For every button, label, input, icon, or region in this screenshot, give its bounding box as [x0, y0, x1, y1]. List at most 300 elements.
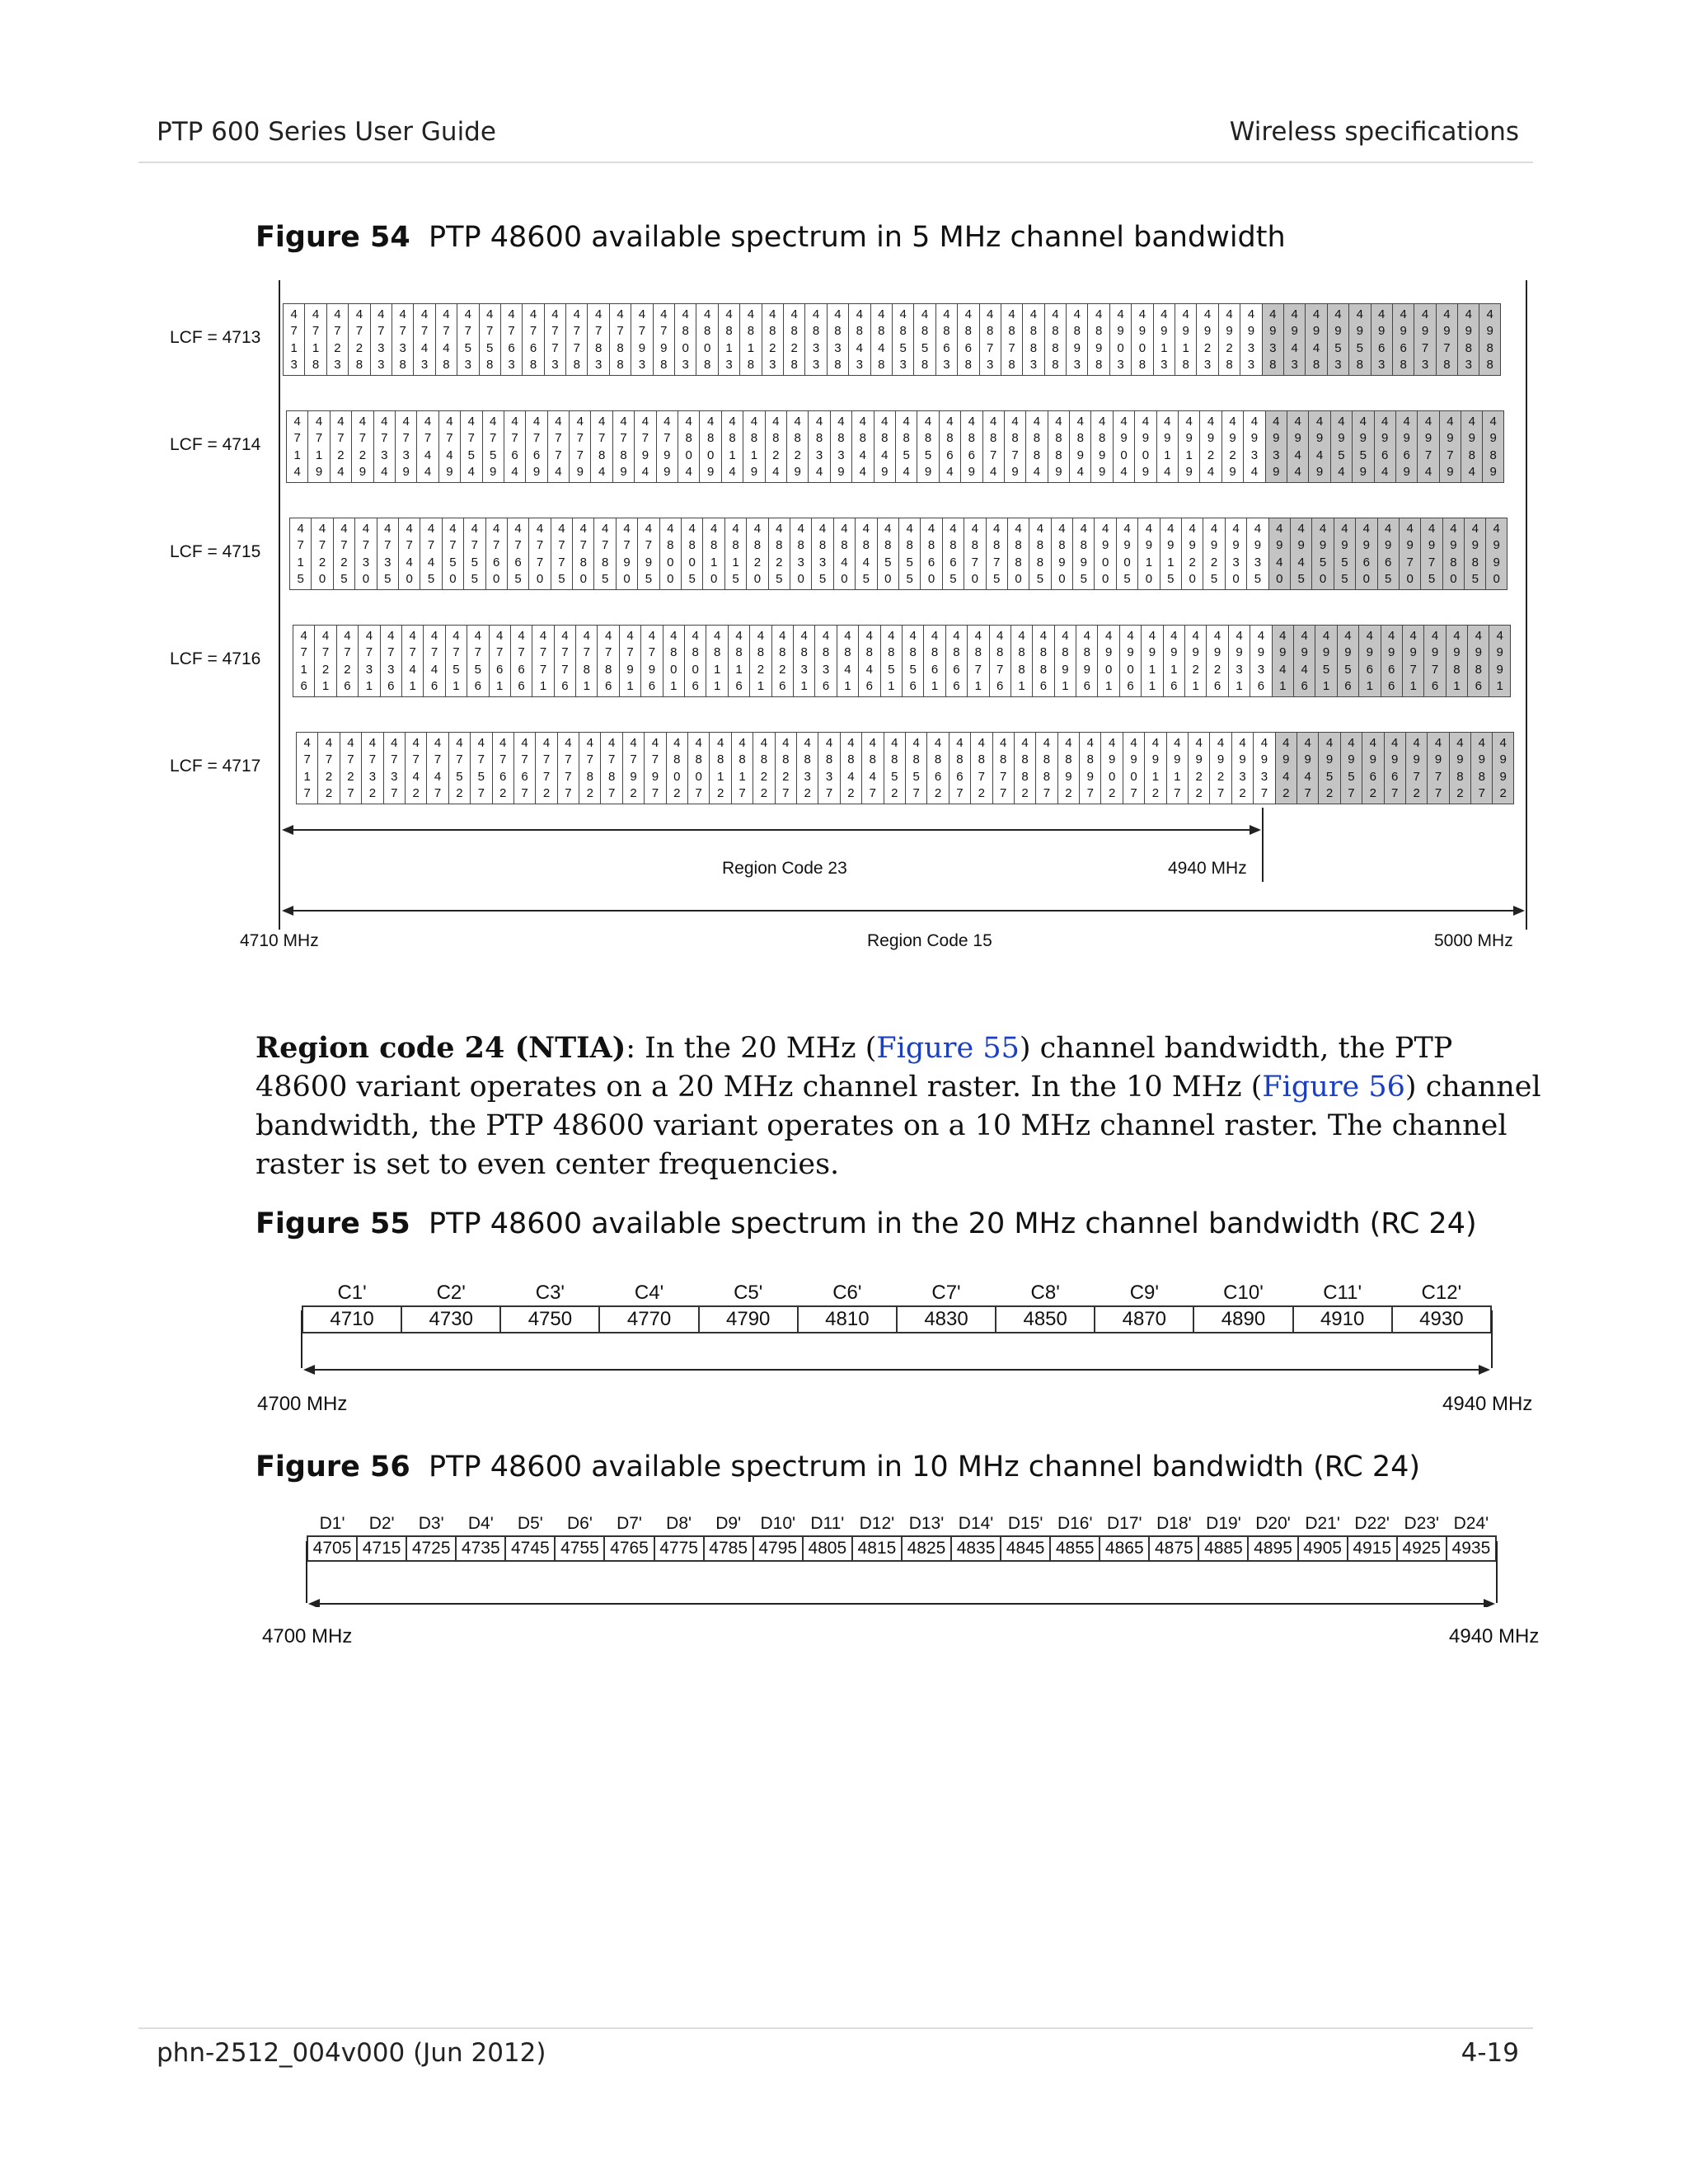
channel-digit: 8 — [729, 431, 736, 446]
channel-digit: 7 — [452, 645, 460, 660]
channel-digit: 7 — [561, 645, 569, 660]
channel-digit: 8 — [1043, 769, 1051, 784]
channel-digit: 7 — [782, 786, 790, 801]
channel-digit: 3 — [1273, 448, 1280, 462]
channel-digit: 4 — [446, 414, 453, 429]
channel-digit: 9 — [1499, 769, 1507, 784]
channel-digit: 9 — [1443, 324, 1451, 339]
channel-digit: 0 — [1362, 572, 1370, 587]
channel-digit: 7 — [1421, 340, 1429, 355]
channel-digit: 6 — [300, 679, 307, 694]
channel-digit: 7 — [368, 752, 377, 767]
channel-digit: 4 — [747, 307, 755, 321]
channel-digit: 6 — [909, 679, 917, 694]
channel-digit: 4 — [312, 307, 320, 321]
channel-digit: 4 — [604, 628, 612, 643]
channel-digit: 8 — [750, 431, 758, 446]
channel-digit: 9 — [1104, 645, 1113, 660]
channel-digit: 7 — [387, 645, 395, 660]
paragraph-text-1: : In the 20 MHz ( — [626, 1032, 877, 1065]
channel-name: C11' — [1323, 1282, 1362, 1304]
channel-digit: 7 — [427, 538, 435, 553]
channel-digit: 2 — [1456, 786, 1464, 801]
channel-digit: 7 — [529, 324, 537, 339]
channel-digit: 4 — [1312, 340, 1320, 355]
channel-digit: 3 — [1247, 358, 1255, 373]
channel-digit: 3 — [391, 769, 398, 784]
channel-digit: 7 — [638, 324, 646, 339]
channel-digit: 8 — [1055, 448, 1062, 462]
channel-digit: 7 — [290, 324, 298, 339]
channel-name: D11' — [810, 1514, 845, 1533]
channel-digit: 6 — [1362, 555, 1370, 569]
channel-digit: 5 — [645, 572, 653, 587]
channel-digit: 5 — [1385, 572, 1392, 587]
channel-frequency: 4850 — [996, 1306, 1095, 1333]
channel-digit: 0 — [1101, 555, 1109, 569]
channel-digit: 8 — [1400, 358, 1407, 373]
channel-digit: 8 — [757, 645, 765, 660]
channel-digit: 7 — [558, 555, 565, 569]
channel-digit: 9 — [1108, 752, 1116, 767]
channel-digit: 7 — [594, 324, 603, 339]
channel-digit: 4 — [430, 662, 438, 677]
channel-digit: 4 — [1304, 735, 1311, 750]
channel-digit: 8 — [617, 358, 624, 373]
channel-digit: 8 — [943, 324, 950, 339]
channel-frequency: 4790 — [699, 1306, 798, 1333]
channel-digit: 7 — [974, 662, 982, 677]
channel-digit: 7 — [474, 645, 481, 660]
channel-digit: 8 — [753, 538, 762, 553]
channel-name: D2' — [368, 1514, 395, 1533]
channel-digit: 7 — [391, 786, 398, 801]
channel-digit: 6 — [996, 679, 1004, 694]
channel-digit: 8 — [844, 645, 851, 660]
channel-digit: 9 — [1496, 662, 1503, 677]
channel-digit: 2 — [760, 786, 768, 801]
channel-digit: 2 — [542, 786, 551, 801]
channel-digit: 4 — [1366, 628, 1373, 643]
channel-digit: 2 — [586, 786, 593, 801]
channel-digit: 4 — [1315, 414, 1324, 429]
channel-digit: 0 — [695, 769, 702, 784]
channel-digit: 8 — [579, 555, 587, 569]
channel-digit: 9 — [1304, 752, 1311, 767]
channel-digit: 0 — [1232, 572, 1240, 587]
channel-digit: 9 — [1356, 324, 1363, 339]
channel-digit: 9 — [1138, 324, 1146, 339]
channel-digit: 5 — [474, 662, 481, 677]
channel-digit: 8 — [732, 538, 739, 553]
channel-digit: 9 — [1098, 465, 1106, 480]
channel-digit: 8 — [812, 324, 820, 339]
channel-digit: 4 — [695, 735, 702, 750]
channel-digit: 7 — [956, 786, 964, 801]
channel-digit: 4 — [490, 414, 497, 429]
figure-55-span-arrow — [288, 1310, 1508, 1376]
channel-digit: 7 — [869, 786, 877, 801]
channel-digit: 4 — [1076, 465, 1084, 480]
channel-digit: 4 — [529, 307, 537, 321]
channel-digit: 7 — [579, 538, 587, 553]
channel-digit: 4 — [297, 521, 304, 536]
channel-digit: 4 — [710, 521, 718, 536]
channel-digit: 5 — [888, 662, 895, 677]
channel-digit: 7 — [695, 786, 702, 801]
channel-digit: 1 — [297, 555, 304, 569]
channel-digit: 8 — [583, 662, 590, 677]
channel-digit: 2 — [753, 555, 762, 569]
channel-digit: 8 — [1182, 358, 1189, 373]
channel-digit: 3 — [812, 358, 820, 373]
channel-digit: 9 — [1207, 431, 1215, 446]
channel-frequency: 4750 — [500, 1306, 599, 1333]
channel-digit: 7 — [551, 324, 559, 339]
channel-digit: 4 — [1160, 307, 1168, 321]
channel-digit: 9 — [1338, 431, 1345, 446]
channel-digit: 3 — [402, 448, 410, 462]
channel-digit: 1 — [888, 679, 895, 694]
channel-digit: 2 — [1210, 555, 1218, 569]
channel-digit: 7 — [542, 752, 551, 767]
channel-digit: 1 — [1453, 679, 1461, 694]
channel-digit: 4 — [1189, 521, 1196, 536]
channel-digit: 4 — [1403, 414, 1410, 429]
channel-digit: 4 — [583, 628, 590, 643]
channel-digit: 7 — [607, 786, 616, 801]
channel-digit: 4 — [753, 521, 762, 536]
channel-digit: 4 — [1065, 735, 1072, 750]
channel-digit: 3 — [812, 340, 820, 355]
channel-digit: 3 — [943, 358, 950, 373]
channel-digit: 0 — [685, 448, 692, 462]
channel-digit: 0 — [1058, 572, 1066, 587]
channel-name: C12' — [1421, 1282, 1462, 1304]
channel-digit: 5 — [490, 448, 497, 462]
channel-digit: 8 — [601, 555, 609, 569]
channel-digit: 7 — [1413, 769, 1420, 784]
channel-digit: 4 — [620, 414, 627, 429]
figure-56-range-start: 4700 MHz — [262, 1625, 353, 1647]
channel-frequency: 4930 — [1392, 1306, 1491, 1333]
channel-digit: 4 — [1431, 628, 1439, 643]
channel-digit: 4 — [812, 307, 820, 321]
channel-digit: 5 — [1210, 572, 1218, 587]
channel-digit: 4 — [993, 521, 1001, 536]
channel-digit: 5 — [514, 572, 522, 587]
channel-digit: 4 — [555, 465, 562, 480]
channel-digit: 9 — [1291, 324, 1298, 339]
figure-54-title: PTP 48600 available spectrum in 5 MHz channel bandwidth — [429, 221, 1286, 254]
channel-digit: 7 — [601, 538, 609, 553]
region-23-label: Region Code 23 — [722, 859, 847, 878]
channel-digit: 9 — [1325, 752, 1334, 767]
channel-digit: 6 — [532, 448, 541, 462]
channel-digit: 7 — [337, 431, 345, 446]
channel-digit: 9 — [1471, 538, 1479, 553]
channel-digit: 9 — [1250, 431, 1259, 446]
channel-digit: 5 — [950, 572, 957, 587]
channel-digit: 9 — [1447, 431, 1454, 446]
channel-digit: 8 — [1018, 662, 1025, 677]
channel-digit: 3 — [1260, 769, 1268, 784]
channel-digit: 4 — [1213, 628, 1221, 643]
channel-digit: 4 — [452, 628, 460, 643]
channel-digit: 4 — [856, 307, 864, 321]
channel-digit: 4 — [325, 735, 333, 750]
channel-digit: 2 — [1021, 786, 1029, 801]
channel-frequency: 4755 — [555, 1536, 604, 1561]
channel-digit: 5 — [1344, 662, 1352, 677]
channel-digit: 4 — [1120, 414, 1128, 429]
channel-digit: 7 — [1130, 786, 1137, 801]
figure-54-label: Figure 54 — [256, 221, 410, 254]
channel-digit: 6 — [344, 679, 351, 694]
channel-digit: 4 — [750, 414, 758, 429]
channel-digit: 9 — [630, 769, 637, 784]
channel-digit: 1 — [1279, 679, 1287, 694]
channel-digit: 8 — [772, 431, 780, 446]
channel-digit: 9 — [626, 662, 634, 677]
channel-digit: 6 — [1388, 679, 1395, 694]
channel-name: D1' — [319, 1514, 345, 1533]
channel-digit: 8 — [1029, 324, 1038, 339]
channel-digit: 4 — [1406, 521, 1414, 536]
figure-56-span-arrow — [293, 1541, 1513, 1607]
channel-digit: 8 — [834, 324, 842, 339]
channel-digit: 2 — [340, 555, 348, 569]
channel-digit: 4 — [1475, 628, 1482, 643]
channel-digit: 4 — [1322, 628, 1330, 643]
channel-digit: 9 — [1117, 324, 1124, 339]
channel-digit: 9 — [1273, 431, 1280, 446]
channel-digit: 9 — [641, 448, 649, 462]
channel-digit: 8 — [738, 752, 746, 767]
channel-digit: 8 — [996, 645, 1004, 660]
channel-digit: 7 — [521, 752, 528, 767]
channel-digit: 0 — [706, 448, 715, 462]
channel-digit: 5 — [912, 769, 920, 784]
channel-digit: 4 — [551, 307, 559, 321]
channel-digit: 8 — [987, 324, 994, 339]
channel-digit: 9 — [1127, 645, 1134, 660]
channel-digit: 4 — [760, 735, 768, 750]
channel-digit: 9 — [1322, 645, 1330, 660]
channel-digit: 8 — [399, 358, 406, 373]
channel-digit: 9 — [1120, 431, 1128, 446]
channel-digit: 8 — [974, 645, 982, 660]
channel-digit: 7 — [1086, 786, 1094, 801]
channel-digit: 4 — [1276, 521, 1283, 536]
channel-digit: 8 — [800, 645, 808, 660]
channel-digit: 7 — [521, 786, 528, 801]
channel-digit: 4 — [467, 414, 475, 429]
channel-digit: 2 — [359, 448, 367, 462]
channel-digit: 4 — [703, 307, 711, 321]
channel-digit: 7 — [1217, 786, 1225, 801]
channel-digit: 5 — [452, 662, 460, 677]
figure-56-link[interactable]: Figure 56 — [1262, 1071, 1405, 1104]
range-end-label: 5000 MHz — [1434, 931, 1513, 950]
channel-digit: 9 — [1362, 538, 1370, 553]
channel-digit: 7 — [1434, 786, 1442, 801]
channel-digit: 9 — [1254, 538, 1262, 553]
channel-digit: 5 — [921, 340, 929, 355]
channel-digit: 4 — [315, 414, 323, 429]
channel-digit: 4 — [865, 628, 874, 643]
channel-digit: 7 — [340, 538, 348, 553]
channel-digit: 5 — [1297, 572, 1305, 587]
channel-digit: 4 — [630, 735, 637, 750]
channel-digit: 7 — [542, 769, 551, 784]
channel-digit: 4 — [1036, 521, 1044, 536]
channel-digit: 7 — [434, 786, 442, 801]
channel-digit: 9 — [1058, 555, 1066, 569]
channel-digit: 2 — [1217, 769, 1225, 784]
lcf-row-label: LCF = 4716 — [170, 649, 261, 668]
channel-digit: 9 — [1185, 431, 1193, 446]
channel-digit: 3 — [387, 662, 395, 677]
channel-digit: 9 — [1359, 431, 1367, 446]
channel-digit: 9 — [1083, 662, 1090, 677]
channel-digit: 4 — [456, 735, 463, 750]
channel-digit: 4 — [1083, 628, 1090, 643]
channel-digit: 7 — [1424, 448, 1432, 462]
channel-digit: 1 — [1170, 662, 1178, 677]
channel-digit: 4 — [878, 307, 885, 321]
channel-digit: 8 — [682, 324, 689, 339]
channel-digit: 4 — [430, 628, 438, 643]
channel-digit: 1 — [290, 340, 298, 355]
channel-digit: 0 — [797, 572, 804, 587]
channel-digit: 7 — [1478, 786, 1485, 801]
channel-digit: 4 — [409, 628, 416, 643]
channel-digit: 9 — [1123, 538, 1131, 553]
channel-digit: 7 — [651, 786, 659, 801]
channel-digit: 1 — [931, 679, 939, 694]
channel-digit: 0 — [1108, 769, 1116, 784]
channel-digit: 4 — [673, 735, 681, 750]
channel-digit: 2 — [1195, 786, 1203, 801]
channel-digit: 7 — [583, 645, 590, 660]
channel-digit: 4 — [769, 307, 776, 321]
channel-digit: 1 — [1018, 679, 1025, 694]
channel-digit: 9 — [1011, 465, 1019, 480]
channel-digit: 4 — [532, 414, 541, 429]
channel-digit: 9 — [1192, 645, 1199, 660]
channel-digit: 4 — [725, 307, 733, 321]
channel-digit: 4 — [344, 628, 351, 643]
channel-digit: 9 — [1226, 324, 1233, 339]
channel-digit: 4 — [511, 414, 518, 429]
channel-digit: 6 — [511, 448, 518, 462]
channel-digit: 3 — [987, 358, 994, 373]
channel-digit: 7 — [539, 645, 547, 660]
channel-digit: 7 — [607, 752, 616, 767]
channel-digit: 4 — [1282, 769, 1290, 784]
channel-digit: 9 — [576, 465, 584, 480]
channel-digit: 4 — [486, 307, 494, 321]
channel-name: D14' — [958, 1514, 994, 1533]
channel-name: D24' — [1453, 1514, 1489, 1533]
channel-digit: 7 — [641, 431, 649, 446]
channel-digit: 2 — [355, 340, 363, 355]
channel-digit: 7 — [565, 769, 572, 784]
channel-digit: 4 — [1058, 521, 1066, 536]
channel-digit: 0 — [449, 572, 457, 587]
channel-digit: 9 — [1229, 431, 1236, 446]
channel-frequency: 4935 — [1447, 1536, 1496, 1561]
channel-digit: 4 — [971, 521, 978, 536]
channel-digit: 7 — [406, 538, 413, 553]
channel-digit: 4 — [303, 735, 311, 750]
channel-digit: 7 — [486, 324, 494, 339]
channel-digit: 4 — [1098, 414, 1106, 429]
channel-digit: 9 — [1431, 645, 1439, 660]
channel-digit: 6 — [1344, 679, 1352, 694]
channel-digit: 4 — [779, 628, 786, 643]
channel-digit: 4 — [1413, 735, 1420, 750]
channel-digit: 3 — [594, 358, 603, 373]
channel-digit: 8 — [891, 752, 898, 767]
channel-digit: 4 — [1185, 414, 1193, 429]
channel-digit: 8 — [909, 645, 917, 660]
channel-digit: 7 — [297, 538, 304, 553]
channel-digit: 2 — [1229, 448, 1236, 462]
channel-digit: 1 — [539, 679, 547, 694]
channel-digit: 6 — [1388, 662, 1395, 677]
channel-digit: 2 — [978, 786, 985, 801]
channel-digit: 8 — [1098, 431, 1106, 446]
channel-digit: 4 — [1291, 307, 1298, 321]
channel-digit: 7 — [518, 645, 525, 660]
channel-name: D7' — [617, 1514, 642, 1533]
channel-digit: 2 — [1151, 786, 1160, 801]
channel-digit: 0 — [692, 662, 699, 677]
paragraph-text-2: ) channel bandwidth, the PTP 48600 variant operates on a 20 MHz channel raster. In the 10 MHz ( — [256, 1032, 1453, 1104]
channel-digit: 4 — [815, 414, 823, 429]
channel-digit: 3 — [818, 555, 827, 569]
channel-digit: 2 — [1239, 786, 1246, 801]
channel-digit: 2 — [1065, 786, 1072, 801]
channel-digit: 2 — [1189, 555, 1196, 569]
region-23-end-label: 4940 MHz — [1168, 859, 1247, 878]
channel-digit: 4 — [881, 414, 889, 429]
channel-digit: 0 — [406, 572, 413, 587]
channel-digit: 4 — [598, 465, 606, 480]
channel-digit: 0 — [1127, 662, 1134, 677]
channel-digit: 4 — [1493, 521, 1500, 536]
channel-frequency: 4870 — [1095, 1306, 1193, 1333]
channel-digit: 8 — [1073, 324, 1081, 339]
figure-55-range-end: 4940 MHz — [1442, 1393, 1533, 1415]
channel-digit: 7 — [993, 555, 1001, 569]
channel-digit: 2 — [368, 786, 377, 801]
channel-digit: 7 — [443, 324, 450, 339]
channel-digit: 4 — [822, 628, 830, 643]
channel-digit: 3 — [1160, 358, 1168, 373]
channel-frequency: 4725 — [406, 1536, 456, 1561]
channel-digit: 5 — [601, 572, 609, 587]
channel-digit: 8 — [1083, 645, 1090, 660]
figure-55-link[interactable]: Figure 55 — [876, 1032, 1020, 1065]
channel-digit: 9 — [1182, 324, 1189, 339]
channel-frequency: 4805 — [803, 1536, 852, 1561]
channel-digit: 0 — [362, 572, 370, 587]
channel-digit: 8 — [1018, 645, 1025, 660]
channel-digit: 5 — [1334, 340, 1342, 355]
